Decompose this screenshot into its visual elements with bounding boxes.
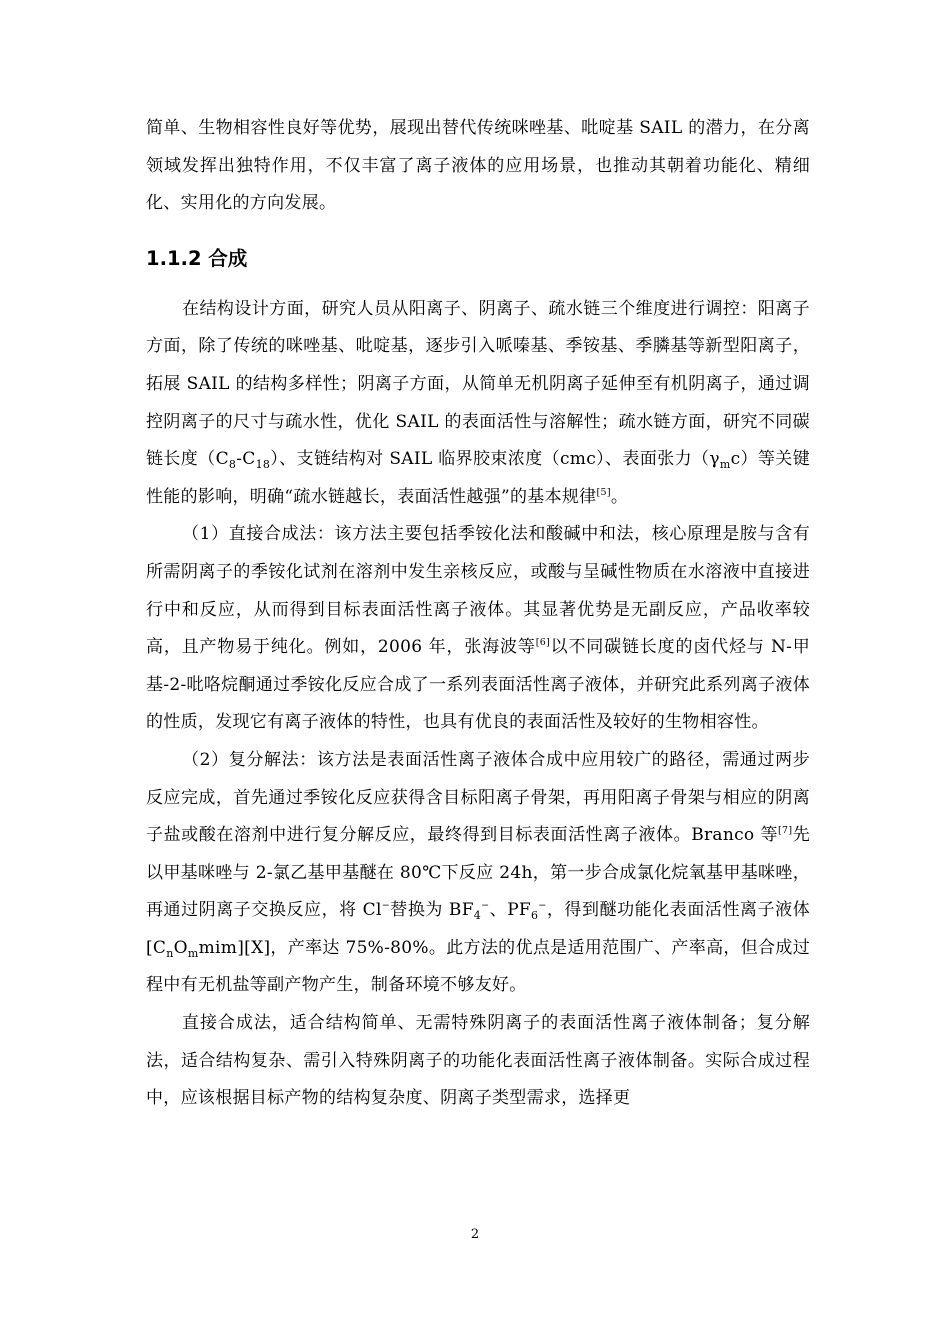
paragraph-structure-design: 在结构设计方面，研究人员从阳离子、阴离子、疏水链三个维度进行调控：阳离子方面，除了传统的咪唑基、吡啶基，逐步引入哌嗪基、季铵基、季膦基等新型阳离子，拓展 SAIL 的结构多样性；阴离子方面，从简单无机阴离子延伸至有机阴离子，通过调控阴离子的尺寸与疏水性，优化 SAIL 的表面活性与溶解性；疏水链方面，研究不同碳链长度$(C_8-C_{18})$、支链结构对 SAIL 临界胶束浓度（cmc）、表面张力$(\gamma_mc)$等关键性能的影响，明确“疏水链越长，表面活性越强”的基本规律[5]。 (146, 298, 810, 507)
page-body (146, 110, 810, 1118)
citation-5: [5] (596, 486, 611, 498)
citation-7: [7] (778, 825, 793, 837)
paragraph-continuation: 简单、生物相容性良好等优势，展现出替代传统咪唑基、吡啶基 SAIL 的潜力，在分离领域发挥出独特作用，不仅丰富了离子液体的应用场景，也推动其朝着功能化、精细化、实用化的方向发展。 (146, 118, 810, 214)
citation-6: [6] (535, 637, 551, 649)
page-number: 2 (470, 1227, 480, 1242)
section-heading: 1.1.2 合成 (146, 246, 248, 270)
paragraph-direct-synthesis: （1）直接合成法：该方法主要包括季铵化法和酸碱中和法，核心原理是胺与含有所需阴离子的季铵化试剂在溶剂中发生亲核反应，或酸与呈碱性物质在水溶液中直接进行中和反应，从而得到目标表面活性离子液体。其显著优势是无副反应，产品收率较高，且产物易于纯化。例如，2006 年，张海波等[6]以不同碳链长度的卤代烃与 N-甲基-2-吡咯烷酮通过季铵化反应合成了一系列表面活性离子液体，并研究此系列离子液体的性质，发现它有离子液体的特性，也具有优良的表面活性及较好的生物相容性。 (146, 524, 811, 733)
paragraph-summary: 直接合成法，适合结构简单、无需特殊阴离子的表面活性离子液体制备；复分解法，适合结构复杂、需引入特殊阴离子的功能化表面活性离子液体制备。实际合成过程中，应该根据目标产物的结构复杂度、阴离子类型需求，选择更 (146, 1013, 810, 1109)
paragraph-metathesis: （2）复分解法：该方法是表面活性离子液体合成中应用较广的路径，需通过两步反应完成，首先通过季铵化反应获得含目标阳离子骨架，再用阳离子骨架与相应的阴离子盐或酸在溶剂中进行复分解反应，最终得到目标表面活性离子液体。Branco 等[7]先以甲基咪唑与 2-氯乙基甲基醚在 80℃下反应 24h，第一步合成氯化烷氧基甲基咪唑，再通过阴离子交换反应，将 Cl−替换为 $BF_4^-$、$PF_6^-$，得到醚功能化表面活性离子液体$[C_nO_mmim][X]$，产率达 75%-80%。此方法的优点是适用范围广、产率高，但合成过程中有无机盐等副产物产生，制备环境不够友好。 (146, 749, 810, 996)
